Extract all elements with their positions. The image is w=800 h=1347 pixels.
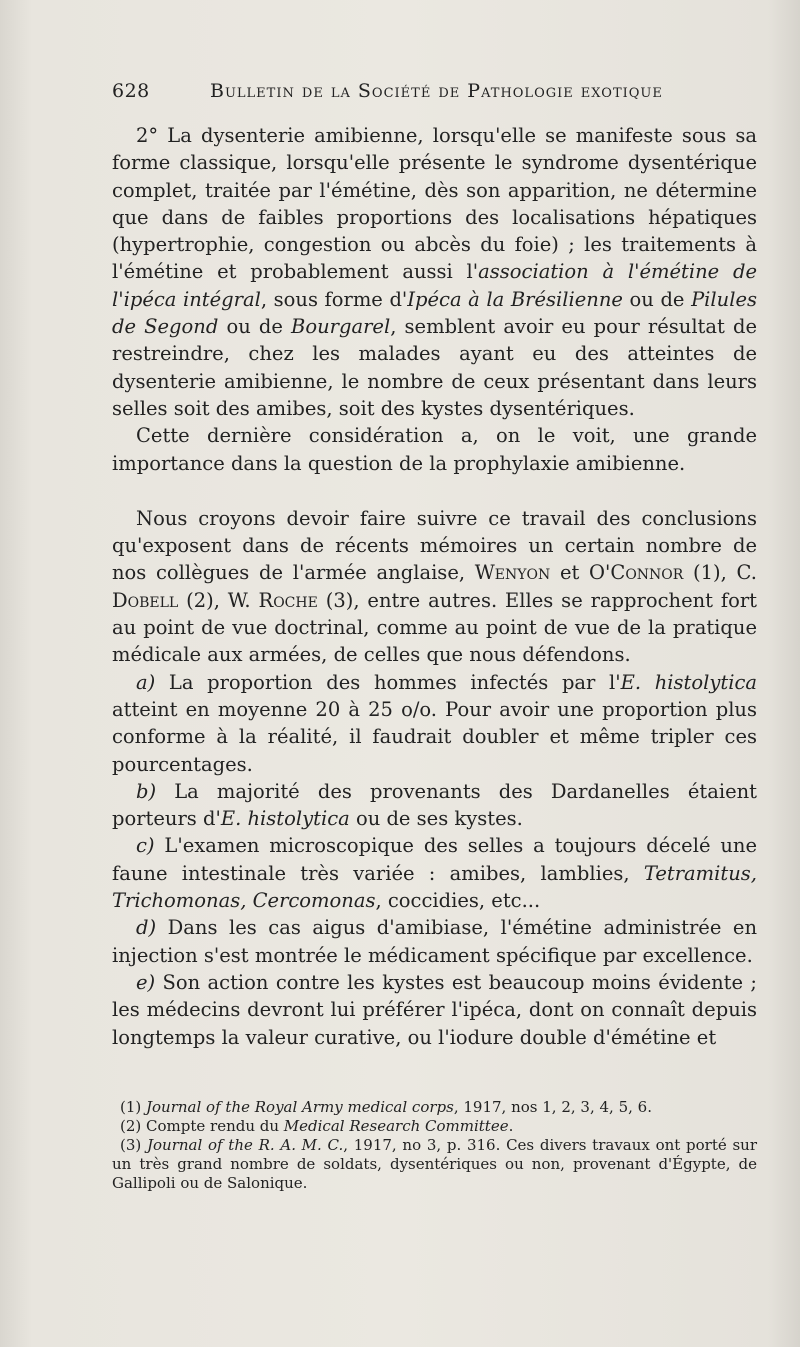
item-label: a) (136, 670, 156, 694)
paragraph-colleagues (112, 505, 757, 669)
italic-term: Pilules de Segond (112, 287, 757, 339)
item-label: e) (136, 970, 156, 994)
list-item-d (112, 914, 757, 969)
text-run: ou de (218, 315, 292, 339)
list-item-e (112, 969, 757, 1051)
italic-term: Ipéca à la Brésilienne (407, 287, 623, 311)
text-run: , semblent avoir eu pour résultat de restreindre, chez les malades ayant eu des atteintes de dysenterie amibienne, le nombre de ceux présentant dans leurs selles soit des amibes, soit des kystes dysentériques. (112, 315, 758, 420)
list-item-a (112, 669, 757, 778)
text-run: ou de (622, 287, 692, 311)
text-run: , 1917, nos 1, 2, 3, 4, 5, 6. (453, 1098, 652, 1116)
footnote-1 (112, 1098, 757, 1117)
text-run: Compte rendu du (146, 1117, 284, 1135)
footnote-number: (1) (120, 1098, 147, 1116)
text-run: (2), W. (178, 588, 259, 612)
journal-title: Journal of the R. A. M. C. (146, 1136, 344, 1154)
text-run: atteint en moyenne 20 à 25 o/o. Pour avoir une proportion plus conforme à la réalité, il faudrait doubler et même tripler ces pourcentages. (112, 697, 757, 776)
text-run: , 1917, no 3, p. 316. Ces divers travaux ont porté sur un très grand nombre de soldats, dysentériques ou non, provenant d'Égypte, de Gallipoli ou de Salonique. (112, 1136, 757, 1192)
body-text (112, 122, 757, 1051)
footnotes (112, 1098, 757, 1193)
footnote-number: (2) (120, 1117, 147, 1135)
text-run: ou de ses kystes. (349, 807, 523, 831)
author-name: O'Connor (589, 561, 684, 585)
author-name: Roche (258, 588, 318, 612)
item-label: b) (136, 779, 157, 803)
footnote-3 (112, 1136, 757, 1193)
text-run: , coccidies, etc... (375, 889, 541, 913)
text-run: . (508, 1117, 514, 1135)
italic-term: E. histolytica (220, 807, 350, 831)
item-label: d) (136, 916, 157, 940)
italic-term: E. histolytica (620, 670, 757, 694)
italic-term: Tetramitus, Trichomonas, Cercomonas (112, 861, 757, 913)
running-title: Bulletin de la Société de Pathologie exotique (210, 80, 663, 102)
footnote-number: (3) (120, 1136, 147, 1154)
author-name: Dobell (112, 588, 179, 612)
text-run: (1), C. (683, 561, 757, 585)
author-name: Wenyon (474, 561, 551, 585)
text-run: (3), entre autres. Elles se rapprochent fort au point de vue doctrinal, comme au point de vue de la pratique médicale aux armées, de celles que nous défendons. (112, 588, 757, 667)
list-item-b (112, 778, 757, 833)
text-run: 2° La dysenterie amibienne, lorsqu'elle se manifeste sous sa forme classique, lorsqu'elle présente le syndrome dysentérique complet, traitée par l'émétine, dès son apparition, ne détermine que dans de faibles proportions des localisations hépatiques (hypertrophie, congestion ou abcès du foie) ; les traitements à l'émétine et probablement aussi l' (112, 124, 757, 284)
italic-term: Bourgarel (291, 315, 391, 339)
text-run: et (550, 561, 590, 585)
item-label: c) (136, 834, 155, 858)
journal-title: Medical Research Committee (283, 1117, 509, 1135)
footnote-2 (112, 1117, 757, 1136)
text-run: La proportion des hommes infectés par l' (155, 670, 621, 694)
text-run: Dans les cas aigus d'amibiase, l'émétine administrée en injection s'est montrée le médicament spécifique par excellence. (112, 916, 757, 967)
paragraph-conclusion-2 (112, 122, 757, 422)
journal-title: Journal of the Royal Army medical corps (146, 1098, 454, 1116)
italic-term: association à l'émétine de l'ipéca intégral (112, 260, 757, 311)
text-run: Son action contre les kystes est beaucoup moins évidente ; les médecins devront lui préférer l'ipéca, dont on connaît depuis longtemps la valeur curative, ou l'iodure double d'émétine et (112, 970, 757, 1049)
text-run: Nous croyons devoir faire suivre ce travail des conclusions qu'exposent dans de récents mémoires un certain nombre de nos collègues de l'armée anglaise, (112, 506, 757, 585)
paragraph-consideration: Cette dernière considération a, on le voit, une grande importance dans la question de la prophylaxie amibienne. (112, 424, 757, 475)
text-run: , sous forme d' (260, 287, 408, 311)
page-number: 628 (112, 80, 150, 102)
list-item-c (112, 832, 757, 914)
text-run: La majorité des provenants des Dardanelles étaient porteurs d' (112, 779, 757, 831)
page-header (112, 80, 672, 114)
text-run: L'examen microscopique des selles a toujours décelé une faune intestinale très variée : amibes, lamblies, (112, 834, 757, 885)
